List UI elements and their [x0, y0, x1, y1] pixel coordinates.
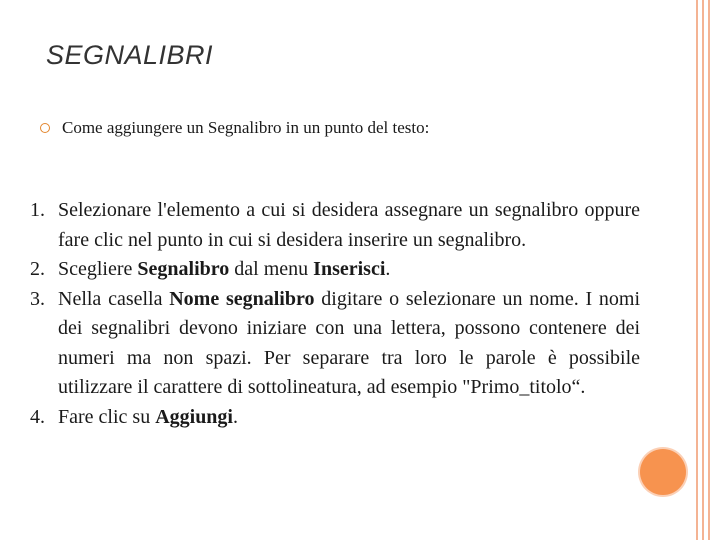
list-item: [30, 196, 640, 255]
steps-list: [30, 196, 640, 432]
orange-circle-icon: [640, 449, 686, 495]
bullet-text: Come aggiungere un Segnalibro in un punto del testo:: [62, 118, 430, 137]
step-number: 2.: [30, 258, 45, 280]
list-item: [30, 403, 640, 433]
step-text: Fare clic su Aggiungi.: [58, 405, 238, 428]
decorative-line: [696, 0, 698, 540]
step-number: 1.: [30, 199, 45, 221]
step-number: 4.: [30, 405, 45, 428]
bullet-item: [40, 118, 640, 138]
list-item: [30, 285, 640, 403]
list-item: [30, 255, 640, 285]
step-text: Nella casella Nome segnalibro digitare o selezionare un nome. I nomi dei segnalibri devono iniziare con una lettera, possono contenere dei numeri ma non spazi. Per separare tra loro le parole è possibile utilizzare il carattere di sottolineatura, ad esempio "Primo_titolo“.: [58, 287, 641, 398]
step-number: 3.: [30, 287, 45, 310]
slide-title: SEGNALIBRI: [46, 40, 214, 70]
step-text: Selezionare l'elemento a cui si desidera assegnare un segnalibro oppure fare clic nel punto in cui si desidera inserire un segnalibro.: [58, 199, 640, 251]
step-text: Scegliere Segnalibro dal menu Inserisci.: [58, 258, 391, 280]
hollow-circle-bullet-icon: [40, 123, 50, 133]
decorative-line: [702, 0, 704, 540]
decorative-line: [708, 0, 710, 540]
